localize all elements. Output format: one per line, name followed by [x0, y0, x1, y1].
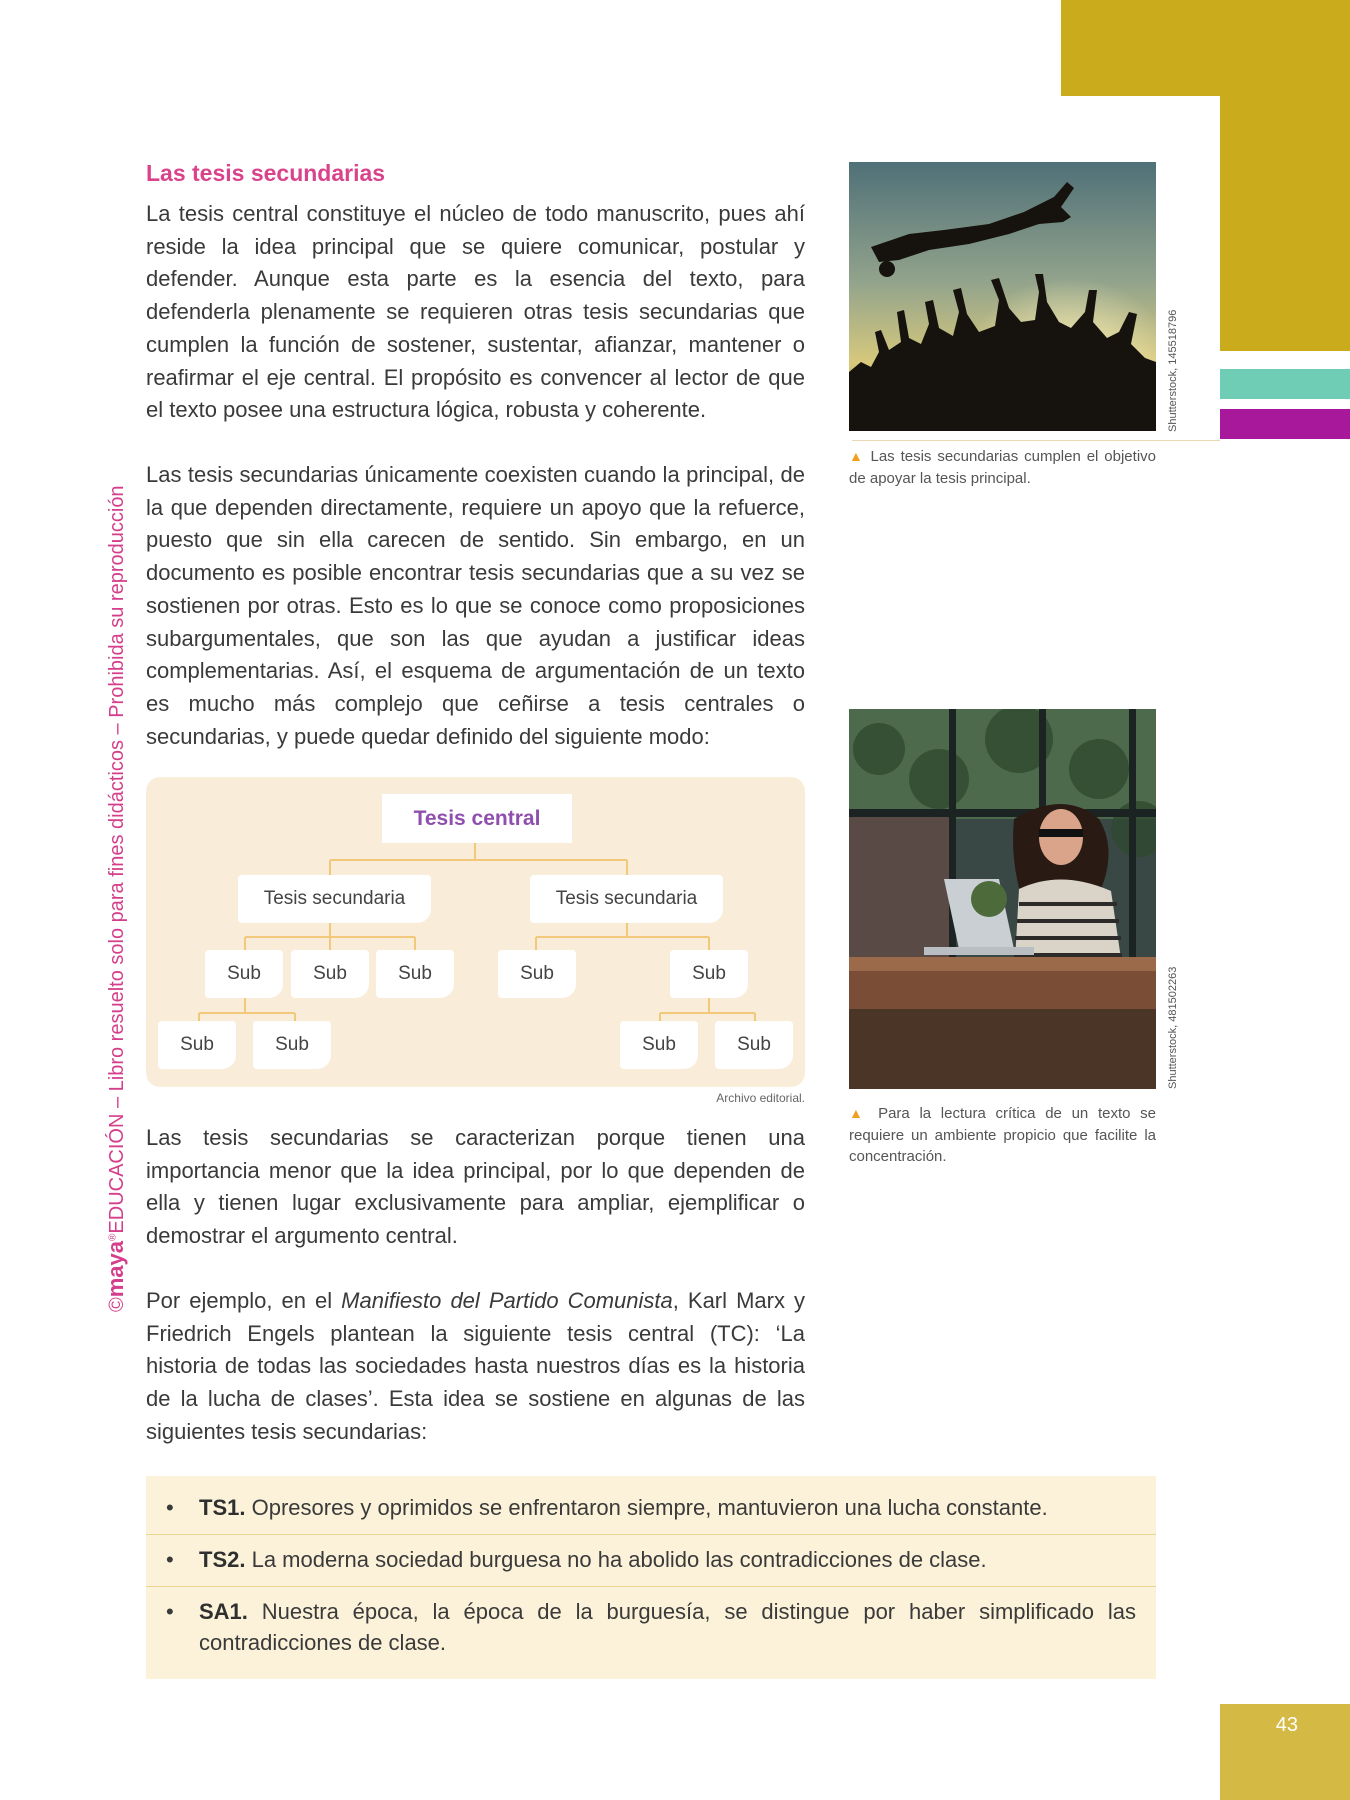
photo-2-caption-text: Para la lectura crítica de un texto se requiere un ambiente propicio que facilite la concentración. [849, 1105, 1157, 1165]
theses-box [146, 1476, 1156, 1679]
thesis-text: Opresores y oprimidos se enfrentaron siempre, mantuvieron una lucha constante. [251, 1495, 1048, 1520]
node-tesis-secundaria-2: Tesis secundaria [530, 875, 723, 923]
node-tesis-secundaria-1: Tesis secundaria [238, 875, 431, 923]
bullet-icon: • [166, 1547, 174, 1572]
node-sub: Sub [715, 1021, 793, 1069]
photo-2-caption [849, 1103, 1156, 1168]
copyright-text: EDUCACIÓN – Libro resuelto solo para fines didácticos – Prohibida su reproducción [106, 485, 128, 1234]
node-sub: Sub [620, 1021, 698, 1069]
decorative-band-top [1061, 0, 1350, 96]
node-tesis-central: Tesis central [382, 794, 572, 843]
thesis-divider [146, 1586, 1156, 1587]
node-sub: Sub [498, 950, 576, 998]
photo-woman-laptop [849, 709, 1156, 1089]
thesis-text: La moderna sociedad burguesa no ha abolido las contradicciones de clase. [251, 1547, 987, 1572]
node-sub: Sub [291, 950, 369, 998]
registered-mark: ® [107, 1233, 119, 1241]
paragraph-4-rest: , Karl Marx y Friedrich Engels plantean la siguiente tesis central (TC): ‘La historia de todas las sociedades hasta nuestros días es la historia de la lucha de clases’. Esta idea se sostiene en algunas de las siguientes tesis secundarias: [146, 1288, 805, 1444]
photo-1-caption-text: Las tesis secundarias cumplen el objetivo de apoyar la tesis principal. [849, 448, 1156, 487]
thesis-label: SA1. [199, 1599, 248, 1624]
diagram-credit: Archivo editorial. [716, 1091, 805, 1105]
section-heading: Las tesis secundarias [146, 160, 386, 186]
photo-divider-rule [852, 440, 1220, 441]
decorative-band-magenta [1220, 409, 1350, 439]
node-sub: Sub [253, 1021, 331, 1069]
paragraph-3: Las tesis secundarias se caracterizan porque tienen una importancia menor que la idea principal, por lo que dependen de ella y tienen lugar exclusivamente para ampliar, ejemplificar o demostrar el argumento central. [146, 1125, 805, 1249]
thesis-label: TS2. [199, 1547, 246, 1572]
page-number: 43 [1275, 1714, 1298, 1736]
decorative-band-teal [1220, 369, 1350, 399]
paragraph-2: Las tesis secundarias únicamente coexisten cuando la principal, de la que dependen directamente, requiere un apoyo que la refuerce, puesto que sin ella carecen de sentido. Sin embargo, en un documento es posible encontrar tesis secundarias que a su vez se sostienen por otras. Esto es lo que se conoce como proposiciones subargumentales, que son las que ayudan a justificar ideas complementarias. Así, el esquema de argumentación de un texto es mucho más complejo que ceñirse a tesis centrales o secundarias, y puede quedar definido del siguiente modo: [146, 462, 805, 749]
paragraph-4-lead: Por ejemplo, en el [146, 1288, 342, 1313]
photo-1-caption [849, 446, 1156, 489]
paragraph-1: La tesis central constituye el núcleo de todo manuscrito, pues ahí reside la idea principal que se quiere comunicar, postular y defender. Aunque esta parte es la esencia del texto, para defenderla plenamente se requieren otras tesis secundarias que cumplen la función de sostener, sustentar, afianzar, mantener o reafirmar el eje central. El propósito es convencer al lector de que el texto posee una estructura lógica, robusta y coherente. [146, 201, 805, 423]
node-sub: Sub [158, 1021, 236, 1069]
thesis-divider [146, 1534, 1156, 1535]
caption-triangle-icon: ▲ [849, 1105, 869, 1121]
book-title: Manifiesto del Partido Comunista [341, 1288, 673, 1313]
node-sub: Sub [376, 950, 454, 998]
argument-diagram [146, 777, 805, 1087]
paragraph-4 [146, 1285, 805, 1449]
copyright-notice [103, 485, 129, 1312]
decorative-band-right [1220, 96, 1350, 351]
photo-2-credit: Shutterstock, 481502263 [1167, 966, 1179, 1089]
node-sub: Sub [205, 950, 283, 998]
thesis-text: Nuestra época, la época de la burguesía, se distingue por haber simplificado las contradicciones de clase. [199, 1599, 1136, 1655]
photo-crowd-silhouette [849, 162, 1156, 431]
bullet-icon: • [166, 1495, 174, 1520]
photo-1-credit: Shutterstock, 145518796 [1167, 309, 1179, 432]
copyright-symbol: © [106, 1297, 128, 1312]
bullet-icon: • [166, 1599, 174, 1624]
brand-logo-text: maya [103, 1240, 128, 1298]
thesis-label: TS1. [199, 1495, 246, 1520]
caption-triangle-icon: ▲ [849, 448, 865, 464]
node-sub: Sub [670, 950, 748, 998]
